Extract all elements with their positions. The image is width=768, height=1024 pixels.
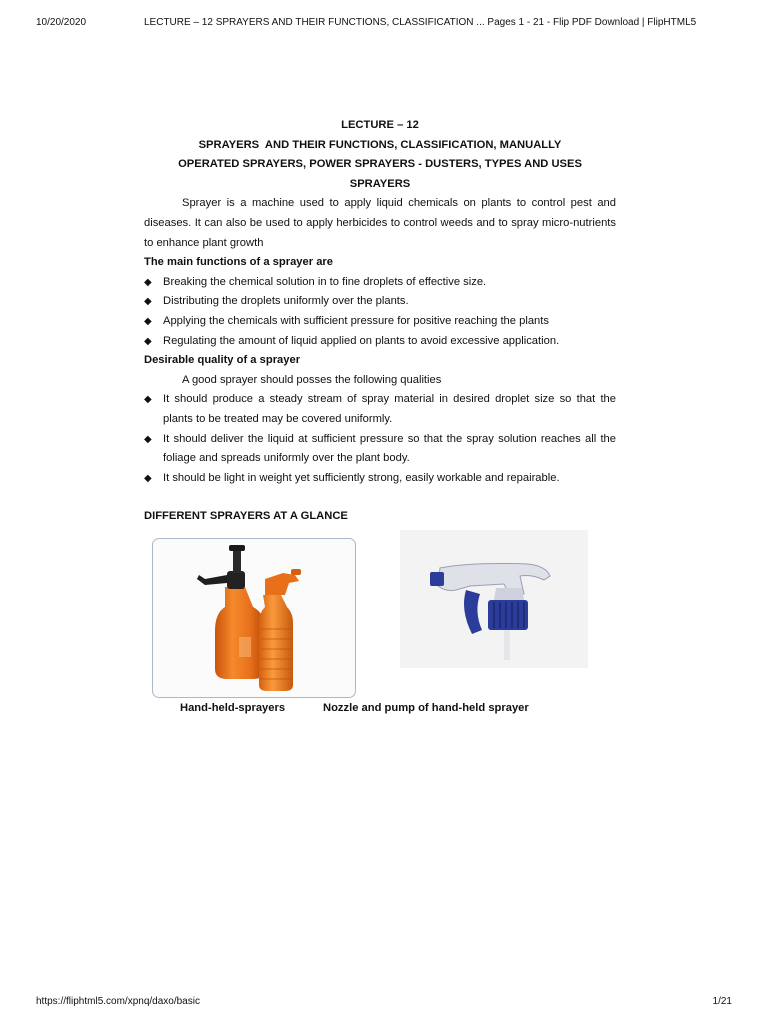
hand-held-sprayers-image — [152, 538, 356, 698]
title-line-2: OPERATED SPRAYERS, POWER SPRAYERS - DUSTERS, TYPES AND USES — [178, 158, 582, 171]
caption-nozzle-pump: Nozzle and pump of hand-held sprayer — [323, 702, 529, 714]
bullet-icon: ◆ — [144, 394, 152, 406]
functions-heading: The main functions of a sprayer are — [144, 256, 333, 269]
list-item: ◆ Applying the chemicals with sufficient pressure for positive reaching the plants — [144, 312, 616, 332]
caption-hand-held-sprayers: Hand-held-sprayers — [180, 702, 286, 714]
orange-sprayer-bottles-icon — [153, 539, 355, 697]
print-url: https://fliphtml5.com/xpnq/daxo/basic — [36, 996, 200, 1007]
bullet-icon: ◆ — [144, 335, 152, 347]
list-item: ◆ Breaking the chemical solution in to fine droplets of effective size. — [144, 273, 616, 293]
qualities-list — [144, 390, 616, 488]
lecture-number: LECTURE – 12 — [341, 119, 419, 131]
subtitle: SPRAYERS — [349, 177, 411, 190]
list-item: ◆ It should be light in weight yet sufficiently strong, easily workable and repairable. — [144, 469, 616, 489]
trigger-nozzle-icon — [400, 530, 588, 668]
document-body — [144, 116, 616, 527]
quality-intro: A good sprayer should posses the following qualities — [182, 373, 442, 386]
bullet-icon: ◆ — [144, 315, 152, 327]
quality-heading: Desirable quality of a sprayer — [144, 354, 301, 367]
bullet-icon: ◆ — [144, 296, 152, 308]
list-item: ◆ Distributing the droplets uniformly over the plants. — [144, 292, 616, 312]
list-item: ◆ It should produce a steady stream of spray material in desired droplet size so that the plants to be treated may be covered uniformly. — [144, 390, 616, 429]
bullet-icon: ◆ — [144, 276, 152, 288]
print-page-title: LECTURE – 12 SPRAYERS AND THEIR FUNCTIONS, CLASSIFICATION ... Pages 1 - 21 - Flip PDF Download | FlipHTML5 — [144, 17, 697, 28]
bullet-icon: ◆ — [144, 433, 152, 445]
title-line-1: SPRAYERS AND THEIR FUNCTIONS, CLASSIFICATION, MANUALLY — [198, 138, 562, 151]
intro-paragraph: Sprayer is a machine used to apply liquid chemicals on plants to control pest and diseases. It can also be used to apply herbicides to control weeds and to spray micro-nutrients to enhance plant growth — [144, 197, 616, 249]
functions-list — [144, 273, 616, 351]
list-item: ◆ Regulating the amount of liquid applied on plants to avoid excessive application. — [144, 332, 616, 352]
print-page-number: 1/21 — [712, 996, 732, 1007]
nozzle-pump-image — [400, 530, 588, 668]
list-item: ◆ It should deliver the liquid at sufficient pressure so that the spray solution reaches all the foliage and spreads uniformly over the plant body. — [144, 430, 616, 469]
bullet-icon: ◆ — [144, 472, 152, 484]
glance-heading: DIFFERENT SPRAYERS AT A GLANCE — [144, 510, 348, 523]
print-date: 10/20/2020 — [36, 17, 87, 28]
